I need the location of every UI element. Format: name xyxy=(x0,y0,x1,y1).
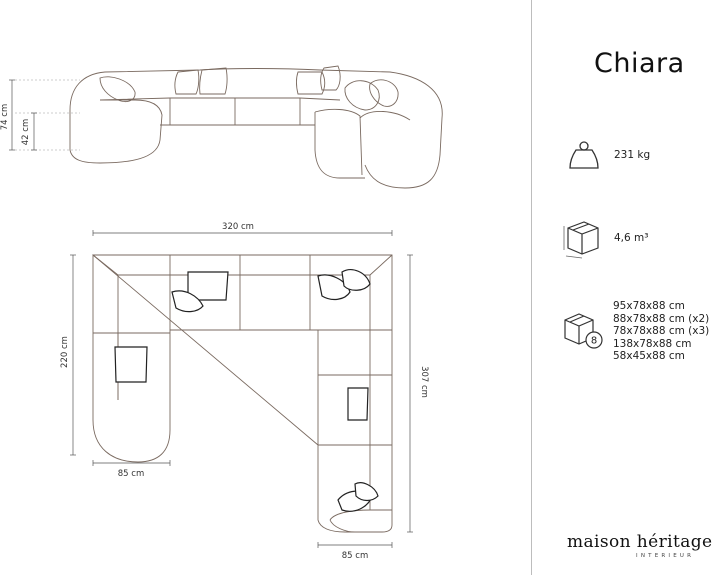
box-icon xyxy=(562,216,604,260)
back-height-label: 74 cm xyxy=(0,103,10,131)
package-size-item: 58x45x88 cm xyxy=(613,350,685,363)
brand-subtitle: INTERIEUR xyxy=(636,553,695,559)
package-count-icon xyxy=(561,310,605,352)
package-size-item: 138x78x88 cm xyxy=(613,337,692,350)
total-width-label: 320 cm xyxy=(222,222,254,232)
top-plan-view xyxy=(93,255,392,532)
left-module-width-label: 85 cm xyxy=(117,469,145,479)
brand-logo xyxy=(567,532,720,559)
package-sizes xyxy=(613,300,709,363)
seat-height-label: 42 cm xyxy=(21,118,31,146)
right-module-width-label: 85 cm xyxy=(341,551,369,561)
plan-cushions xyxy=(115,270,378,512)
right-depth-label: 307 cm xyxy=(419,366,429,398)
weight-icon xyxy=(567,138,601,172)
package-size-item: 78x78x88 cm (x3) xyxy=(613,325,710,338)
weight-value: 231 kg xyxy=(614,149,651,161)
package-count: 8 xyxy=(590,335,598,347)
package-size-item: 95x78x88 cm xyxy=(613,300,685,312)
front-elevation xyxy=(15,66,442,188)
brand-name: maison héritage xyxy=(567,532,713,552)
volume-value: 4,6 m³ xyxy=(614,232,649,244)
product-title: Chiara xyxy=(594,48,685,79)
panel-divider xyxy=(531,0,532,575)
left-depth-label: 220 cm xyxy=(60,336,70,368)
package-size-item: 88x78x88 cm (x2) xyxy=(613,312,710,325)
